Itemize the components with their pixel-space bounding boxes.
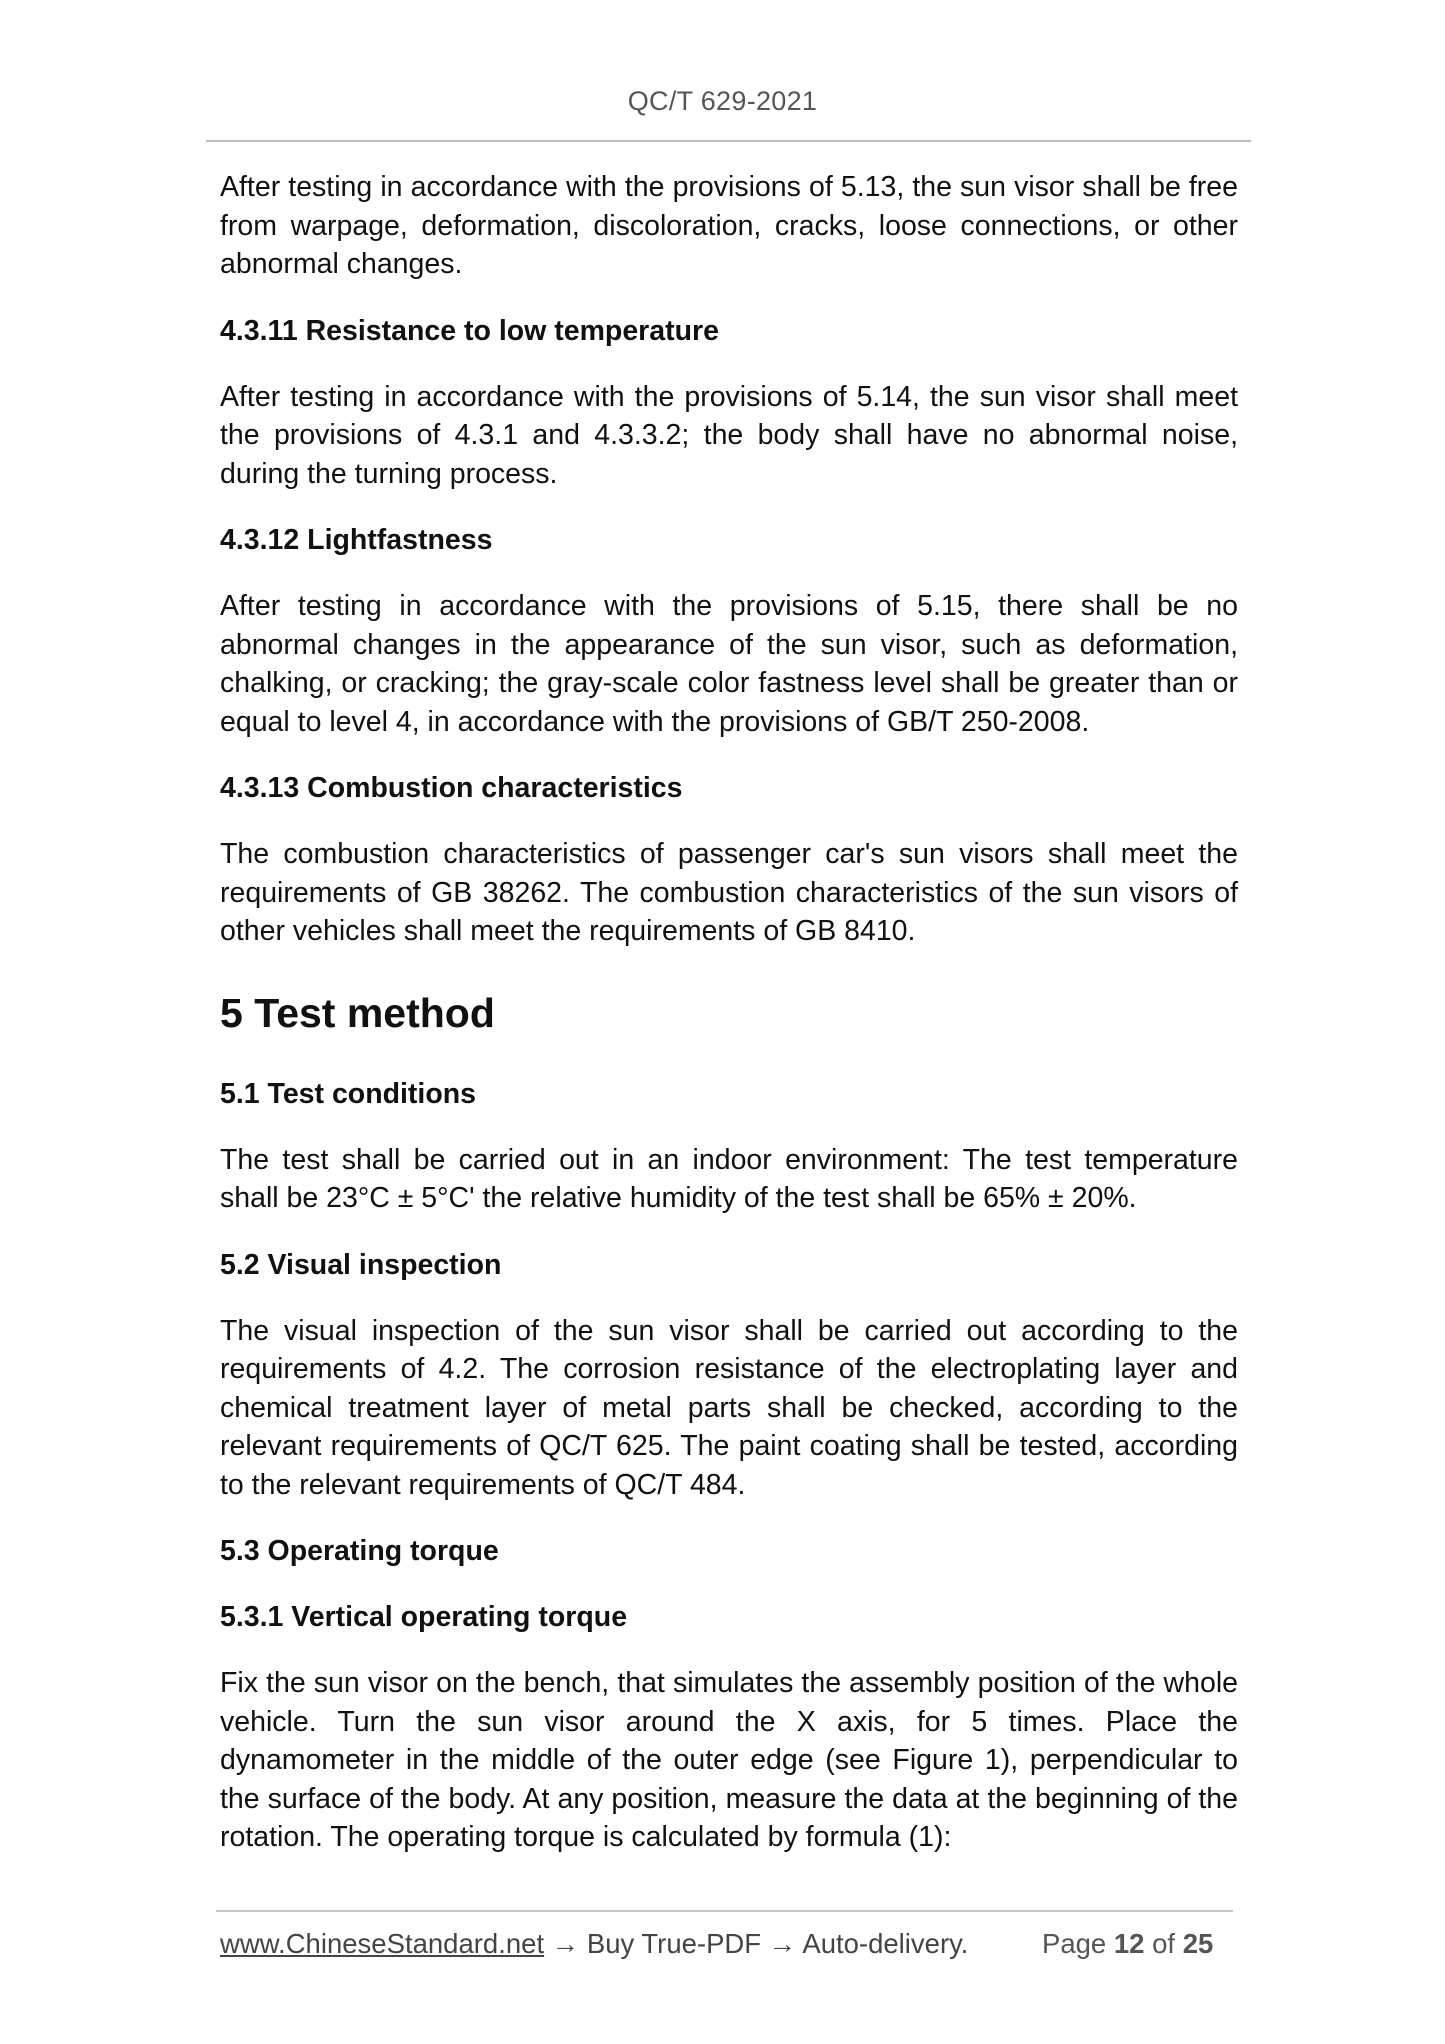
document-body — [220, 168, 1238, 1885]
paragraph: Fix the sun visor on the bench, that simulates the assembly position of the whole vehicle. Turn the sun visor around the X axis, for 5 times. Place the dynamometer in the middle of the outer edge (see Figure 1), perpendicular to the surface of the body. At any position, measure the data at the beginning of the rotation. The operating torque is calculated by formula (1): — [220, 1667, 1238, 1853]
section-heading-4-3-13: 4.3.13 Combustion characteristics — [220, 772, 683, 804]
section-heading-5-3-1: 5.3.1 Vertical operating torque — [220, 1601, 628, 1633]
paragraph: After testing in accordance with the provisions of 5.13, the sun visor shall be free from warpage, deformation, discoloration, cracks, loose connections, or other abnormal changes. — [220, 171, 1238, 280]
of-label: of — [1152, 1928, 1176, 1959]
section-heading-5-2: 5.2 Visual inspection — [220, 1248, 502, 1281]
section-heading-4-3-12: 4.3.12 Lightfastness — [220, 524, 493, 556]
paragraph: After testing in accordance with the provisions of 5.15, there shall be no abnormal changes in the appearance of the sun visor, such as deformation, chalking, or cracking; the gray-scale color fastness level shall be greater than or equal to level 4, in accordance with the provisions of GB/T 250-2008. — [220, 590, 1238, 738]
section-heading-5-3: 5.3 Operating torque — [220, 1535, 499, 1567]
footer — [220, 1928, 968, 1960]
footer-buy-text: Buy True-PDF — [586, 1928, 762, 1959]
chapter-heading-5: 5 Test method — [220, 989, 495, 1036]
section-heading-4-3-11: 4.3.11 Resistance to low temperature — [220, 314, 719, 347]
page-label: Page — [1042, 1928, 1107, 1959]
running-header: QC/T 629-2021 — [627, 86, 818, 116]
footer-divider — [216, 1910, 1233, 1912]
website-link[interactable]: www.ChineseStandard.net — [220, 1928, 545, 1959]
arrow-icon: → — [768, 1928, 797, 1959]
header-divider — [206, 140, 1251, 142]
page-number: 12 — [1113, 1928, 1145, 1959]
paragraph: The visual inspection of the sun visor shall be carried out according to the requirements of 4.2. The corrosion resistance of the electroplating layer and chemical treatment layer of metal parts shall be checked, according to the relevant requirements of QC/T 625. The paint coating shall be tested, according to the relevant requirements of QC/T 484. — [220, 1314, 1238, 1501]
section-heading-5-1: 5.1 Test conditions — [220, 1077, 477, 1110]
footer-delivery-text: Auto-delivery. — [802, 1928, 969, 1959]
paragraph: The test shall be carried out in an indoor environment: The test temperature shall be 23°C ± 5°C' the relative humidity of the test shall be 65% ± 20%. — [220, 1143, 1238, 1214]
page-total: 25 — [1182, 1928, 1214, 1959]
page-indicator — [1042, 1928, 1213, 1960]
paragraph: After testing in accordance with the provisions of 5.14, the sun visor shall meet the provisions of 4.3.1 and 4.3.3.2; the body shall have no abnormal noise, during the turning process. — [220, 380, 1238, 490]
paragraph: The combustion characteristics of passenger car's sun visors shall meet the requirements of GB 38262. The combustion characteristics of the sun visors of other vehicles shall meet the requirements of GB 8410. — [220, 838, 1238, 947]
arrow-icon: → — [551, 1928, 580, 1959]
